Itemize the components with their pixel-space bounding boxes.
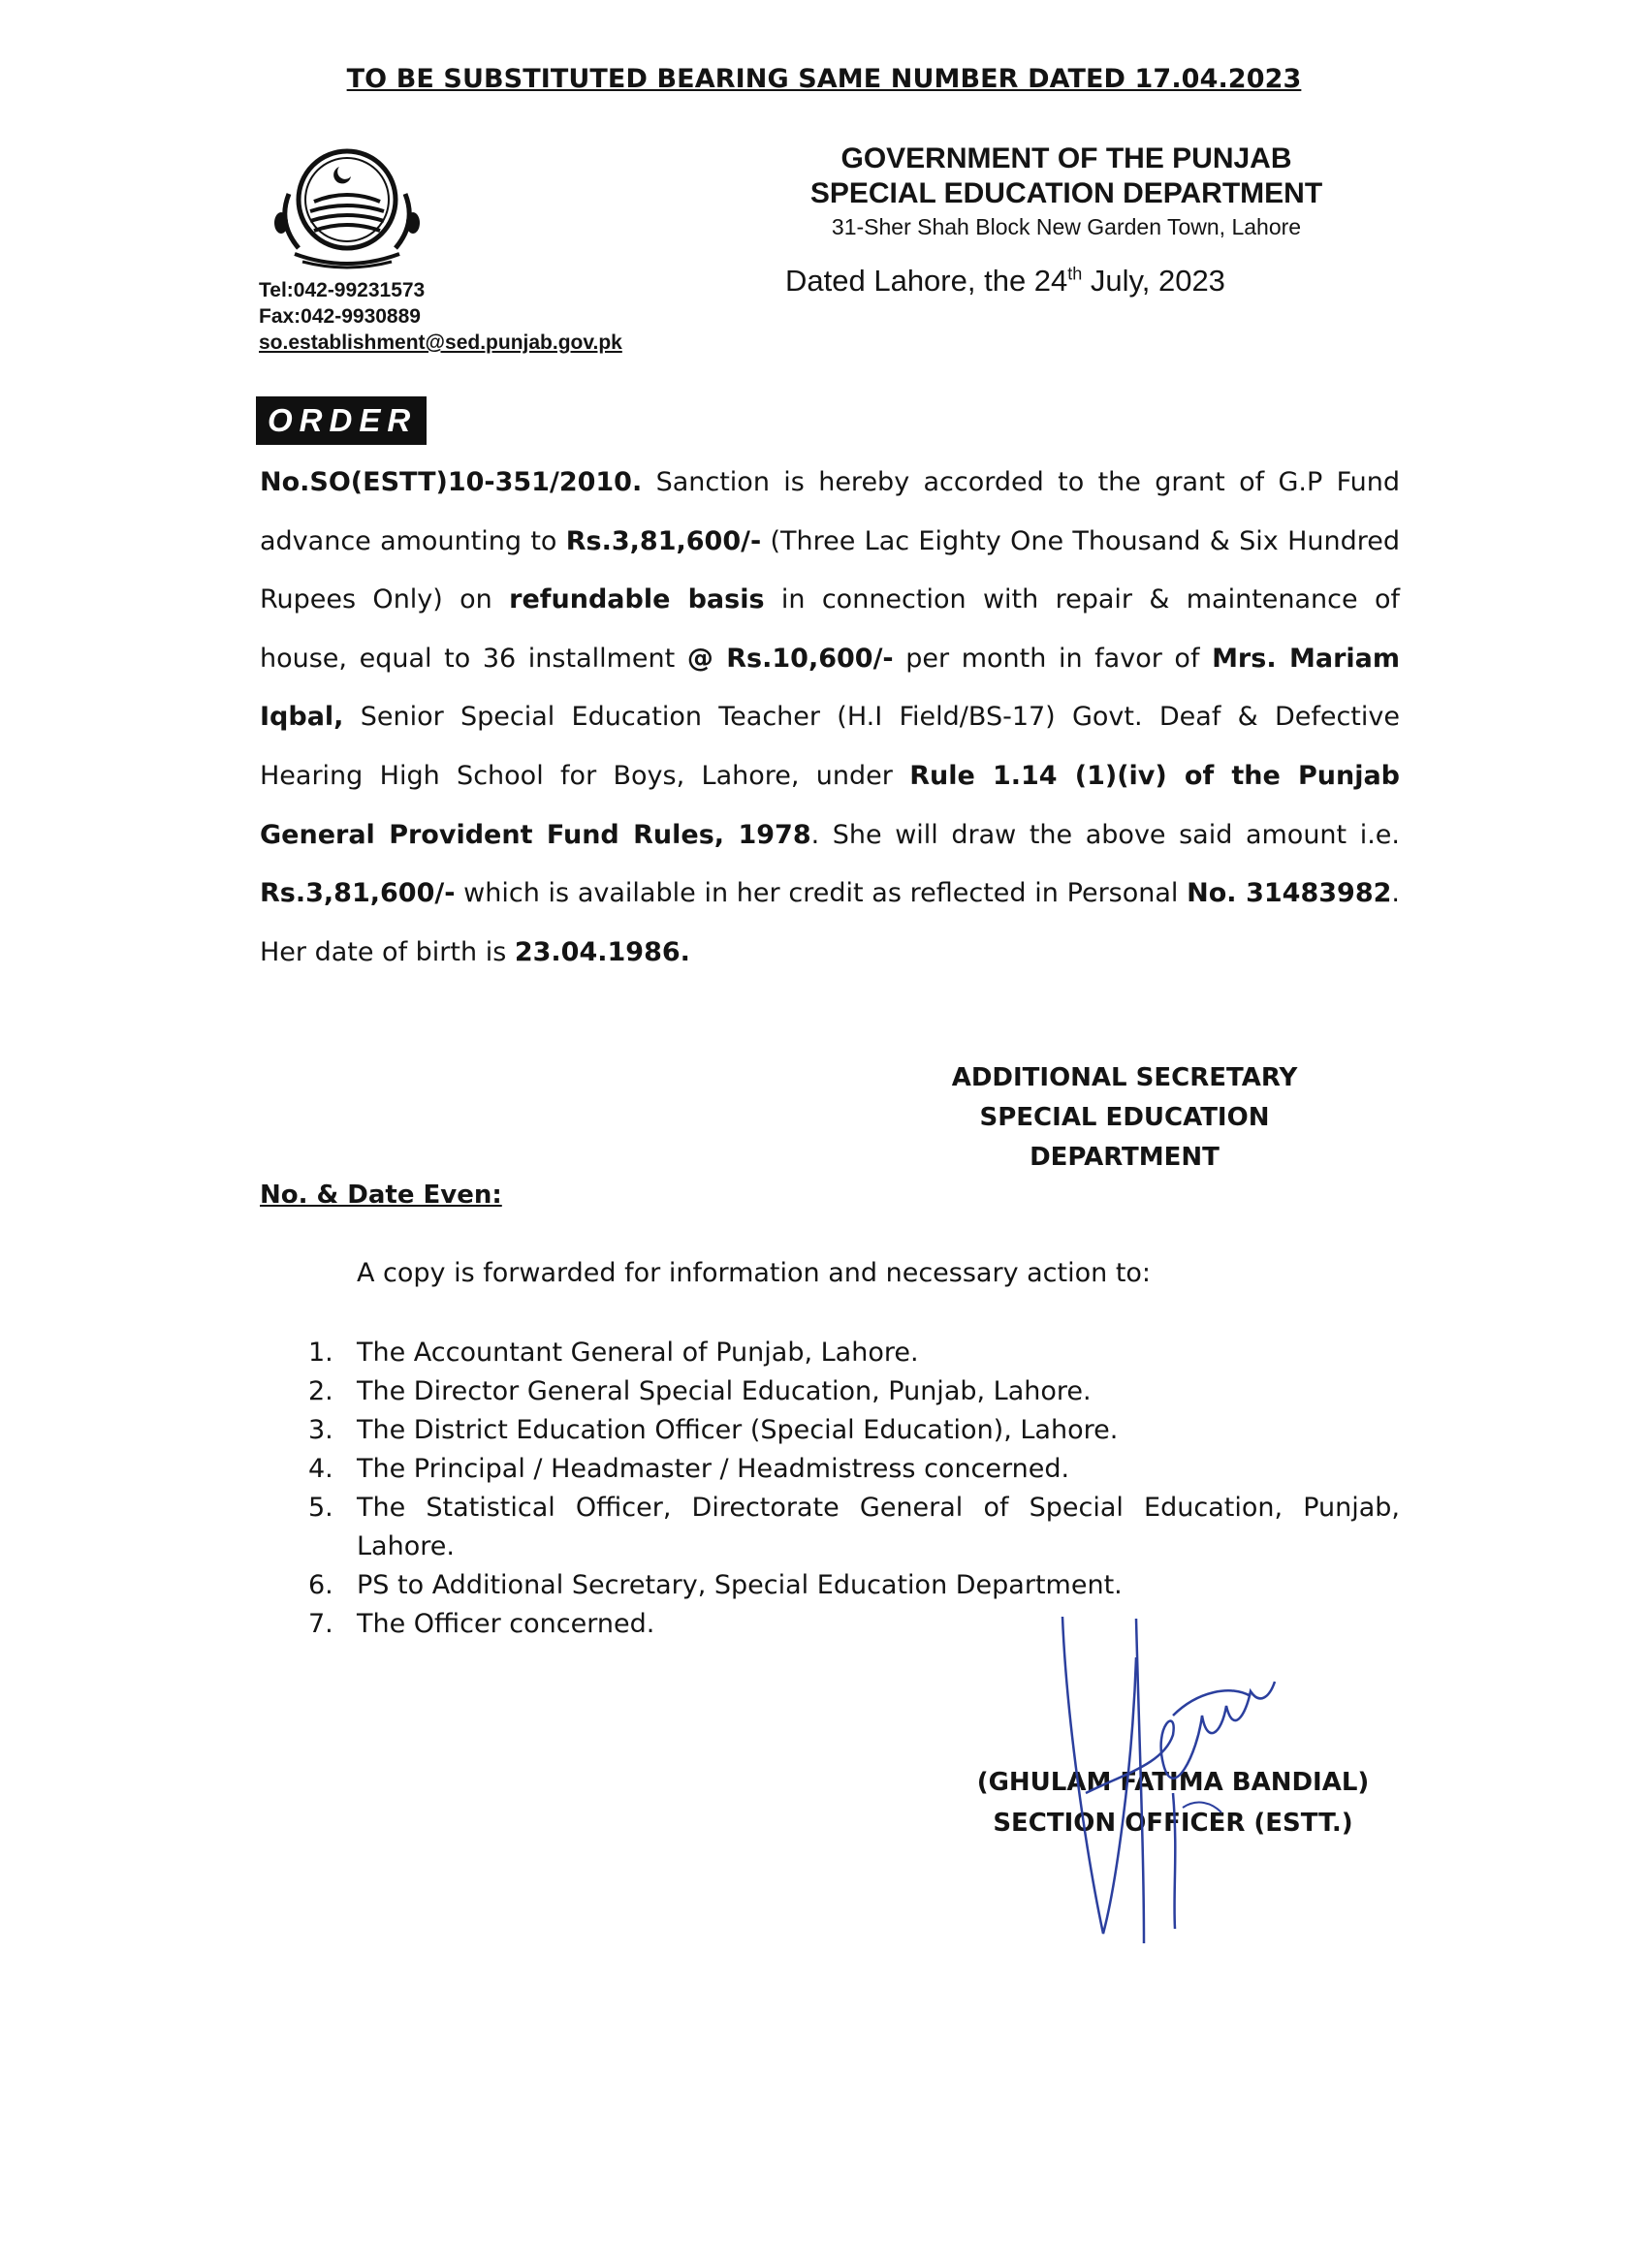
draw-amount: Rs.3,81,600/- — [260, 878, 456, 909]
list-item: 6. PS to Additional Secretary, Special Education Department. — [308, 1570, 1123, 1600]
list-item: 7. The Officer concerned. — [308, 1609, 655, 1639]
list-item: 3. The District Education Officer (Special Education), Lahore. — [308, 1415, 1119, 1445]
contact-block — [259, 277, 622, 356]
recipient-list — [260, 1334, 1400, 1644]
date-of-birth: 23.04.1986. — [514, 936, 690, 967]
rule-reference: Rule 1.14 (1)(iv) of the Punjab General Provident Fund Rules, 1978 — [260, 760, 1401, 850]
handwritten-signature — [1028, 1599, 1347, 1948]
no-date-even: No. & Date Even: — [260, 1181, 502, 1210]
order-heading: ORDER — [258, 398, 425, 443]
copy-forwarded-line: A copy is forwarded for information and necessary action to: — [357, 1258, 1152, 1288]
email-link[interactable]: so.establishment@sed.punjab.gov.pk — [259, 331, 622, 354]
refund-basis: refundable basis — [509, 584, 765, 615]
employee-name: Mrs. Mariam Iqbal, — [260, 643, 1401, 733]
installment-amount: @ Rs.10,600/- — [686, 643, 894, 674]
government-title: GOVERNMENT OF THE PUNJAB — [840, 142, 1292, 174]
signatory-block: ADDITIONAL SECRETARY SPECIAL EDUCATION DEPARTMENT — [951, 1063, 1298, 1172]
department-title: SPECIAL EDUCATION DEPARTMENT — [809, 177, 1323, 209]
department-address: 31-Sher Shah Block New Garden Town, Lahore — [831, 214, 1302, 239]
personal-number: No. 31483982 — [1187, 878, 1392, 909]
fax: Fax:042-9930889 — [259, 305, 421, 328]
order-body: No.SO(ESTT)10-351/2010. Sanction is hereby accorded to the grant of G.P Fund advance amounting to Rs.3,81,600/- (Three Lac Eighty One Thousand & Six Hundred Rupees Only) on refundable basis in connection with repair & maintenance of house, equal to 36 installment @ Rs.10,600/- per month in favor of Mrs. Mariam Iqbal, Senior Special Education Teacher (H.I Field/BS-17) Govt. Deaf & Defective Hearing High School for Boys, Lahore, under Rule 1.14 (1)(iv) of the Punjab General Provident Fund Rules, 1978. She will draw the above said amount i.e. Rs.3,81,600/- which is available in her credit as reflected in Personal No. 31483982. Her date of birth is 23.04.1986. — [260, 467, 1401, 967]
list-item: 2. The Director General Special Education, Punjab, Lahore. — [308, 1376, 1092, 1406]
letterhead — [746, 142, 1386, 242]
advance-amount: Rs.3,81,600/- — [565, 525, 762, 556]
list-item: 1. The Accountant General of Punjab, Lahore. — [308, 1338, 919, 1368]
punjab-emblem-icon — [260, 145, 434, 273]
letter-date: Dated Lahore, the 24th July, 2023 — [785, 264, 1225, 298]
officer-title: SECTION OFFICER (ESTT.) — [993, 1809, 1353, 1838]
list-item: 5. The Statistical Officer, Directorate General of Special Education, Punjab, Lahore. — [308, 1493, 1400, 1561]
telephone: Tel:042-99231573 — [259, 279, 426, 301]
list-item: 4. The Principal / Headmaster / Headmistress concerned. — [308, 1454, 1070, 1484]
order-number: No.SO(ESTT)10-351/2010. — [260, 467, 643, 497]
substitution-banner: TO BE SUBSTITUTED BEARING SAME NUMBER DATED 17.04.2023 — [346, 64, 1302, 94]
officer-name: (GHULAM FATIMA BANDIAL) — [976, 1768, 1370, 1797]
